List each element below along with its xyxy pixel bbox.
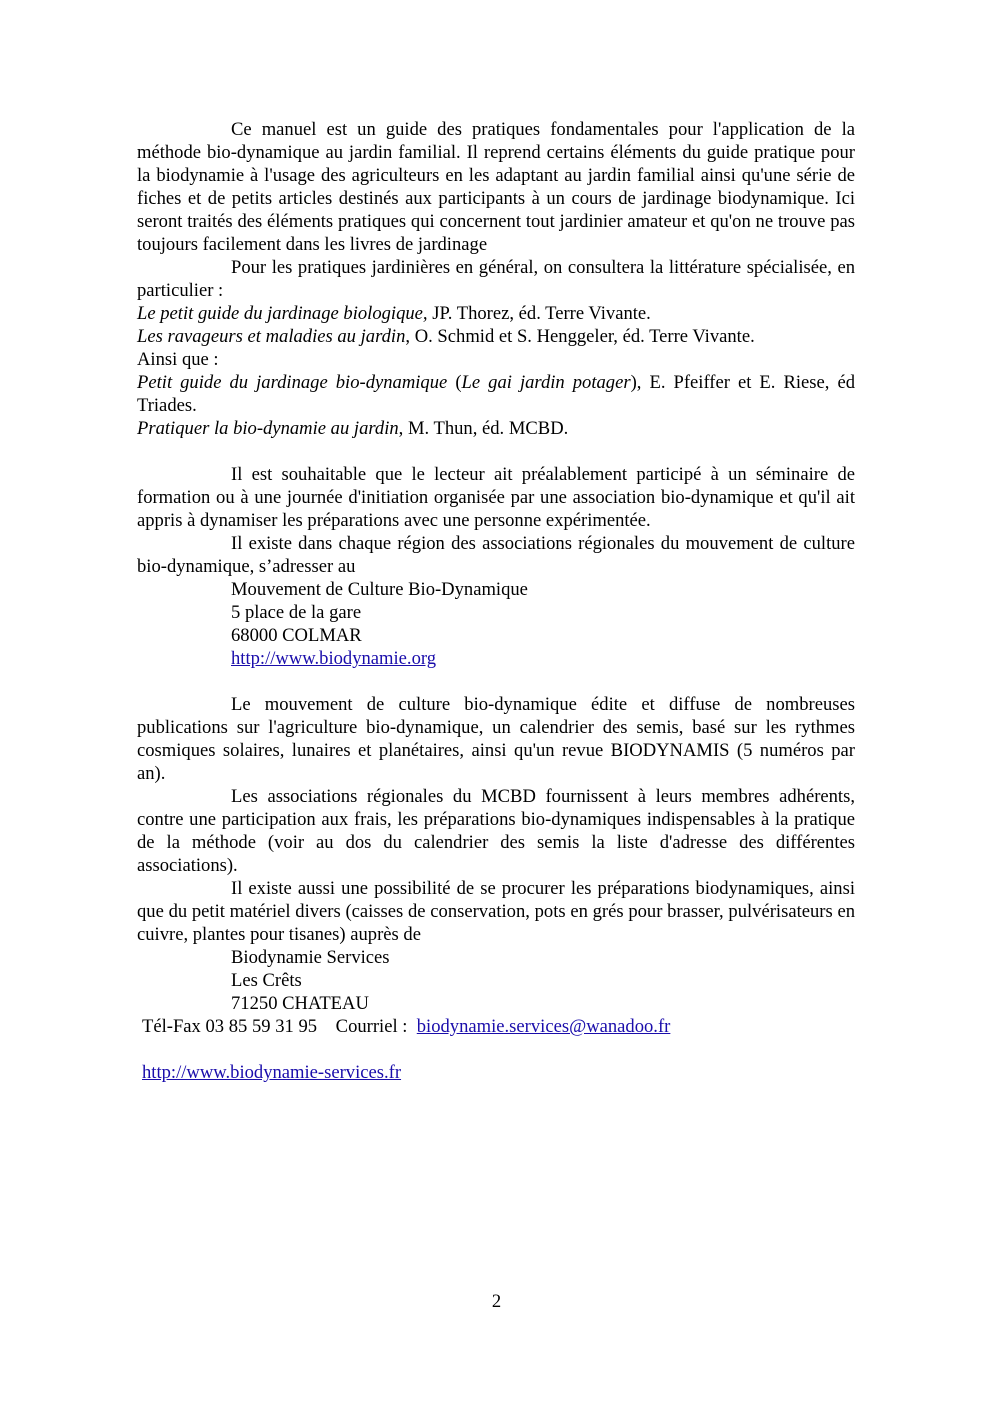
services-name: Biodynamie Services xyxy=(231,947,390,968)
book-subtitle: Le gai jardin potager xyxy=(461,372,631,393)
blank-line xyxy=(137,440,855,463)
book-title: Pratiquer la bio-dynamie au jardin xyxy=(137,418,399,439)
seminar-paragraph-2: Il existe dans chaque région des associations régionales du mouvement de culture bio-dynamique, s’adresser au xyxy=(137,533,855,577)
book-details: JP. Thorez, éd. Terre Vivante. xyxy=(427,303,651,324)
email-label: Courriel : xyxy=(335,1016,408,1037)
book-reference: Petit guide du jardinage bio-dynamique (Le gai jardin potager), E. Pfeiffer et E. Riese, éd Triades. xyxy=(137,372,855,416)
seminar-paragraph-1: Il est souhaitable que le lecteur ait préalablement participé à un séminaire de formation ou à une journée d'initiation organisée par une association bio-dynamique et qu'il ait appris à dynamiser les préparations avec une personne expérimentée. xyxy=(137,464,855,531)
mcbd-website-link[interactable]: http://www.biodynamie.org xyxy=(231,648,437,669)
tel-fax: Tél-Fax 03 85 59 31 95 xyxy=(142,1016,318,1037)
mcbd-city: 68000 COLMAR xyxy=(231,625,362,646)
book-title: Le petit guide du jardinage biologique, xyxy=(137,303,428,324)
mcbd-url-line xyxy=(137,647,855,670)
document-body xyxy=(137,118,855,1084)
book-details: ), E. Pfeiffer et E. Riese, éd Triades. xyxy=(137,372,855,416)
publications-paragraph-2: Les associations régionales du MCBD fournissent à leurs membres adhérents, contre une participation aux frais, les préparations bio-dynamiques indispensables à la pratique de la méthode (voir au dos du calendrier des semis la liste d'adresse des différentes associations). xyxy=(137,786,855,876)
contact-line xyxy=(137,1015,855,1038)
page-number: 2 xyxy=(491,1291,502,1312)
book-details: , M. Thun, éd. MCBD. xyxy=(398,418,569,439)
services-url-line xyxy=(137,1061,855,1084)
email-link[interactable]: biodynamie.services@wanadoo.fr xyxy=(416,1016,671,1037)
intro-paragraph-1: Ce manuel est un guide des pratiques fondamentales pour l'application de la méthode bio-dynamique au jardin familial. Il reprend certains éléments du guide pratique pour la biodynamie à l'usage des agriculteurs en les adaptant au jardin familial ainsi qu'une série de fiches et de petits articles destinés aux participants à un cours de jardinage biodynamique. Ici seront traités des éléments pratiques qui concernent tout jardinier amateur et qu'on ne trouve pas toujours facilement dans les livres de jardinage xyxy=(137,119,855,255)
publications-paragraph-3: Il existe aussi une possibilité de se procurer les préparations biodynamiques, ainsi que du petit matériel divers (caisses de conservation, pots en grés pour brasser, pulvérisateurs en cuivre, plantes pour tisanes) auprès de xyxy=(137,878,855,945)
publications-paragraph-1: Le mouvement de culture bio-dynamique édite et diffuse de nombreuses publications sur l'agriculture bio-dynamique, un calendrier des semis, basé sur les rythmes cosmiques solaires, lunaires et planétaires, ainsi qu'un revue BIODYNAMIS (5 numéros par an). xyxy=(137,694,855,784)
mcbd-street: 5 place de la gare xyxy=(231,602,362,623)
services-city: 71250 CHATEAU xyxy=(231,993,369,1014)
book-reference xyxy=(137,417,855,440)
intro-paragraph-2: Pour les pratiques jardinières en général, on consultera la littérature spécialisée, en particulier : xyxy=(137,257,855,301)
services-website-link[interactable]: http://www.biodynamie-services.fr xyxy=(142,1062,402,1083)
book-title: Petit guide du jardinage bio-dynamique xyxy=(137,372,448,393)
book-title: Les ravageurs et maladies au jardin xyxy=(137,326,406,347)
blank-line xyxy=(137,1038,855,1061)
blank-line xyxy=(137,670,855,693)
ainsi-que-label: Ainsi que : xyxy=(137,349,219,370)
book-reference xyxy=(137,325,855,348)
services-place: Les Crêts xyxy=(231,970,302,991)
book-reference xyxy=(137,302,855,325)
mcbd-name: Mouvement de Culture Bio-Dynamique xyxy=(231,579,528,600)
book-details: , O. Schmid et S. Henggeler, éd. Terre Vivante. xyxy=(405,326,755,347)
